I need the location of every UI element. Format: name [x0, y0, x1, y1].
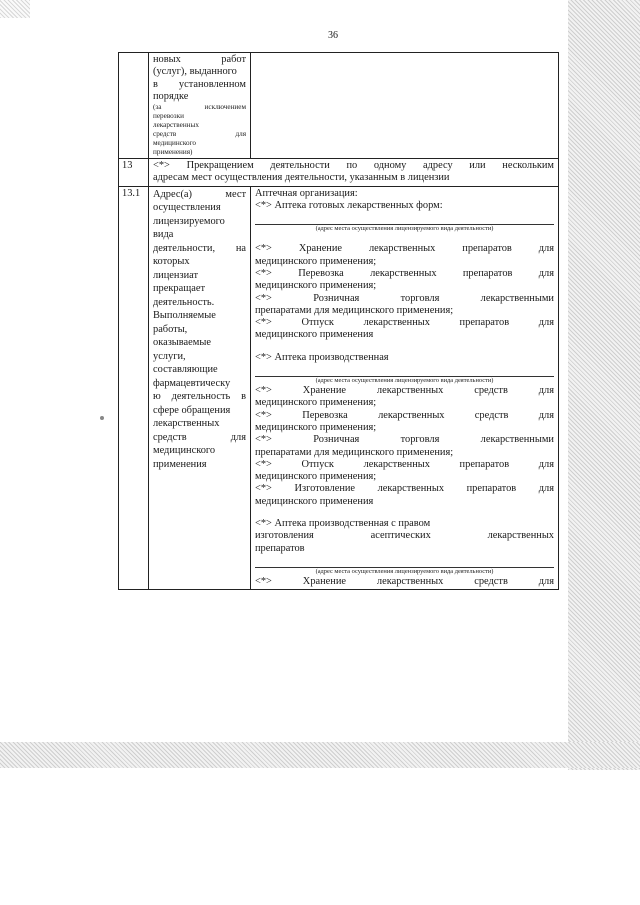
- note-line: средств для: [153, 130, 246, 139]
- text-line: медицинского: [153, 445, 216, 457]
- address-line: [255, 561, 554, 568]
- section-heading: Аптечная организация:: [255, 187, 358, 199]
- text-line: новых работ: [153, 54, 246, 65]
- table-row-13: [119, 159, 559, 187]
- text-line: лицензируемого: [153, 215, 225, 227]
- activity-item: медицинского применения: [255, 495, 374, 507]
- text-line: услуги,: [153, 350, 186, 362]
- scan-artifact: [0, 0, 30, 18]
- address-line: [255, 218, 554, 225]
- text-line: деятельность.: [153, 296, 215, 308]
- activity-item: медицинского применения;: [255, 397, 377, 409]
- text-line: лицензиат: [153, 269, 199, 281]
- pharmacy-type-title: препаратов: [255, 542, 305, 554]
- activity-item: медицинского применения;: [255, 471, 377, 483]
- activity-item: медицинского применения;: [255, 280, 377, 292]
- text-line: адресам мест осуществления деятельности, указанным в лицензии: [153, 172, 450, 184]
- activity-item: медицинского применения;: [255, 255, 377, 267]
- text-line: лекарственных: [153, 418, 220, 430]
- activity-item: медицинского применения: [255, 329, 374, 341]
- activity-item: препаратами для медицинского применения;: [255, 446, 454, 458]
- activity-item: медицинского применения;: [255, 421, 377, 433]
- address-line: [255, 370, 554, 377]
- page-number: 36: [328, 30, 338, 41]
- pharmacy-type-title: <*> Аптека производственная: [255, 351, 389, 363]
- address-caption: (адрес места осуществления лицензируемого вида деятельности): [315, 567, 494, 575]
- activity-item: <*> Хранение лекарственных препаратов для: [255, 243, 554, 255]
- text-line: фармацевтическу: [153, 377, 231, 389]
- note-line: перевозки: [153, 112, 184, 121]
- license-table: [118, 52, 559, 590]
- text-line: которых: [153, 256, 190, 268]
- text-line: работы,: [153, 323, 188, 335]
- text-line: ю деятельность в: [153, 391, 246, 403]
- note-line: медицинского: [153, 139, 196, 148]
- scan-speck: [100, 416, 104, 420]
- text-line: порядке: [153, 90, 189, 102]
- text-line: Адрес(а) мест: [153, 188, 246, 200]
- pharmacy-type-title: изготовления асептических лекарственных: [255, 530, 554, 542]
- address-caption: (адрес места осуществления лицензируемого вида деятельности): [315, 225, 494, 233]
- activity-item: препаратами для медицинского применения;: [255, 304, 454, 316]
- text-line: осуществления: [153, 202, 221, 214]
- note-line: применения): [153, 148, 193, 157]
- scan-border-bottom: [0, 742, 640, 768]
- activity-item: <*> Перевозка лекарственных средств для: [255, 409, 554, 421]
- cell-value: [251, 53, 559, 159]
- scan-border-right: [568, 0, 640, 770]
- activity-item: <*> Изготовление лекарственных препаратов для: [255, 483, 554, 495]
- activity-item: <*> Розничная торговля лекарственными: [255, 434, 554, 446]
- address-caption: (адрес места осуществления лицензируемого вида деятельности): [315, 377, 494, 385]
- text-line: в установленном: [153, 78, 246, 90]
- text-line: (услуг), выданного: [153, 66, 237, 78]
- text-line: оказываемые: [153, 337, 211, 349]
- activity-item: <*> Хранение лекарственных средств для: [255, 575, 554, 587]
- text-line: применения: [153, 458, 207, 470]
- cell-text: [149, 159, 559, 187]
- text-line: деятельности, на: [153, 242, 246, 254]
- cell-field-name: [149, 186, 251, 589]
- table-row-continuation: [119, 53, 559, 159]
- text-line: сфере обращения: [153, 404, 231, 416]
- cell-number: [119, 53, 149, 159]
- cell-pharmacy-types: [251, 186, 559, 589]
- activity-item: <*> Отпуск лекарственных препаратов для: [255, 317, 554, 329]
- pharmacy-type-title: <*> Аптека производственная с правом: [255, 518, 431, 530]
- text-line: <*> Прекращением деятельности по одному адресу или нескольким: [153, 160, 554, 172]
- cell-field-name: [149, 53, 251, 159]
- row-number: 13: [119, 159, 149, 187]
- text-line: Выполняемые: [153, 310, 216, 322]
- note-line: (за исключением: [153, 103, 246, 112]
- table-row-13-1: [119, 186, 559, 589]
- text-line: составляющие: [153, 364, 218, 376]
- activity-item: <*> Хранение лекарственных средств для: [255, 385, 554, 397]
- activity-item: <*> Отпуск лекарственных препаратов для: [255, 458, 554, 470]
- pharmacy-type-title: <*> Аптека готовых лекарственных форм:: [255, 200, 443, 212]
- text-line: вида: [153, 229, 174, 241]
- activity-item: <*> Перевозка лекарственных препаратов для: [255, 267, 554, 279]
- activity-item: <*> Розничная торговля лекарственными: [255, 292, 554, 304]
- note-line: лекарственных: [153, 121, 199, 130]
- row-number: 13.1: [119, 186, 149, 589]
- text-line: средств для: [153, 431, 246, 443]
- text-line: прекращает: [153, 283, 205, 295]
